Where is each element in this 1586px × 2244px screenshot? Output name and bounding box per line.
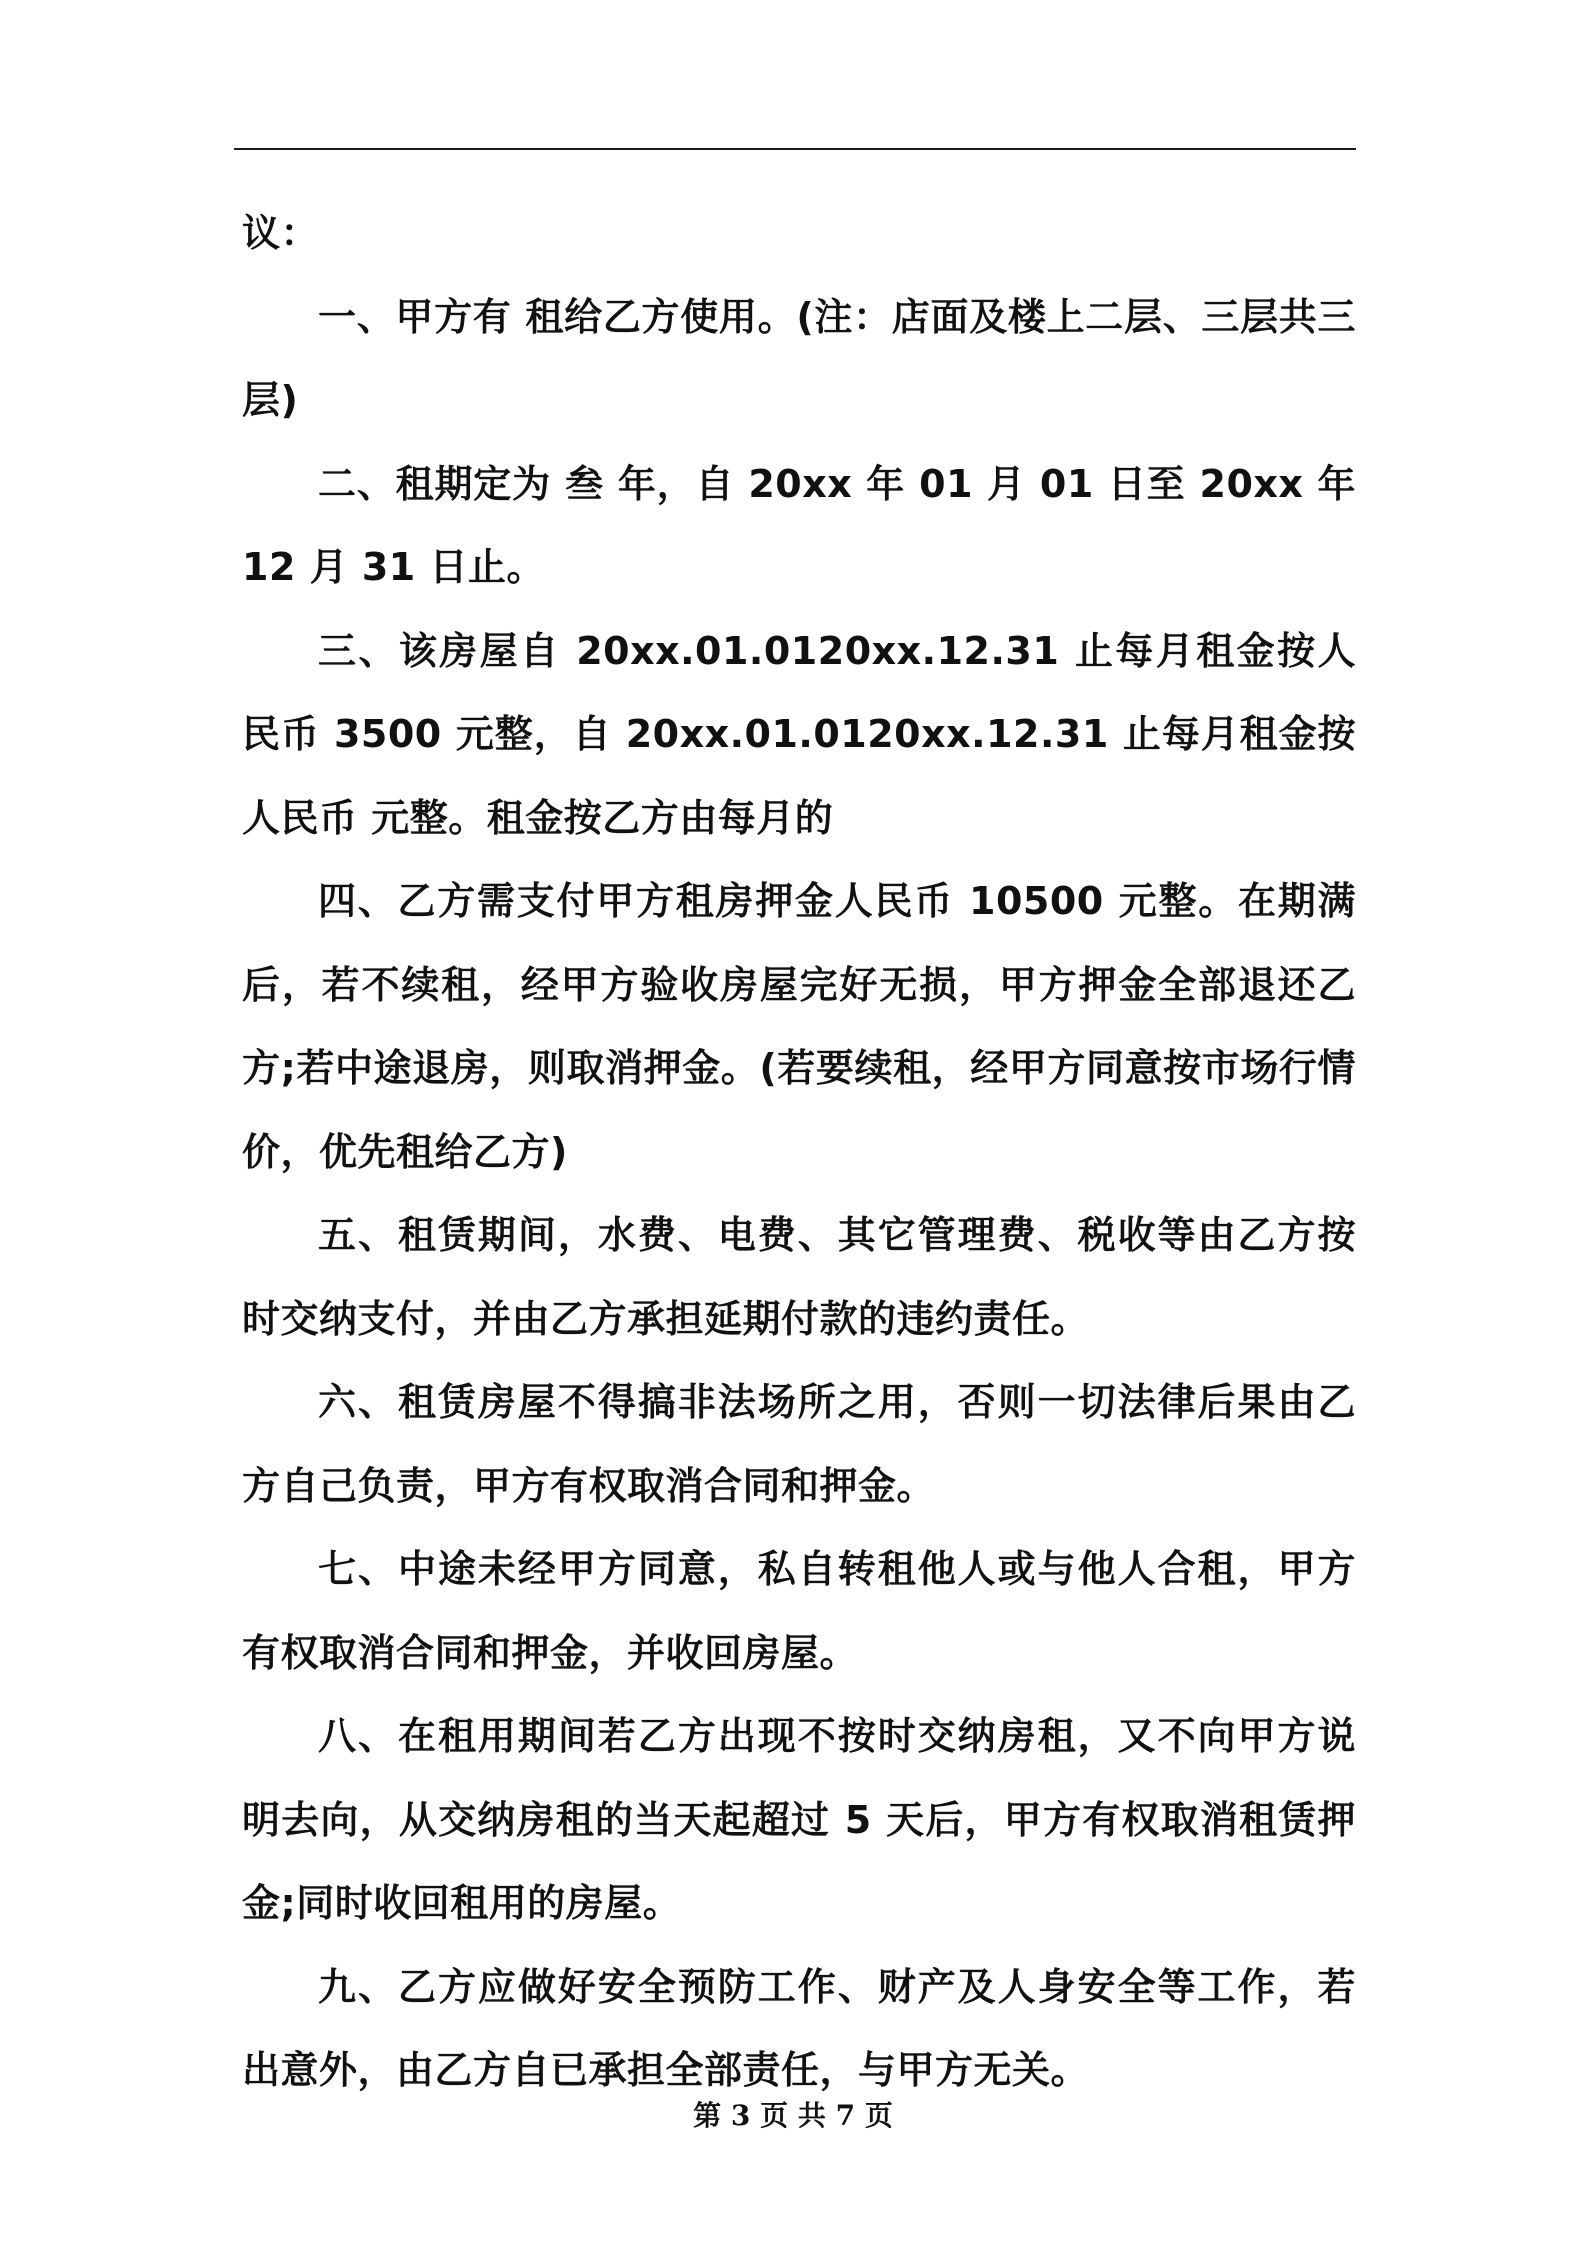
clause-5: 五、租赁期间，水费、电费、其它管理费、税收等由乙方按时交纳支付，并由乙方承担延期付款的违约责任。 xyxy=(242,1213,1356,1341)
contract-body xyxy=(242,192,1356,2113)
clause-9: 九、乙方应做好安全预防工作、财产及人身安全等工作，若出意外，由乙方自已承担全部责任，与甲方无关。 xyxy=(242,1964,1356,2092)
clause-7: 七、中途未经甲方同意，私自转租他人或与他人合租，甲方有权取消合同和押金，并收回房屋。 xyxy=(242,1547,1356,1675)
clause-3: 三、该房屋自 20xx.01.0120xx.12.31 止每月租金按人民币 3500 元整，自 20xx.01.0120xx.12.31 止每月租金按人民币 元整。租金按乙方由每月的 xyxy=(242,628,1356,840)
clause-6: 六、租赁房屋不得搞非法场所之用，否则一切法律后果由乙方自己负责，甲方有权取消合同和押金。 xyxy=(242,1380,1356,1508)
clause-8: 八、在租用期间若乙方出现不按时交纳房租，又不向甲方说明去向，从交纳房租的当天起超过 5 天后，甲方有权取消租赁押金;同时收回租用的房屋。 xyxy=(242,1714,1356,1925)
clause-4: 四、乙方需支付甲方租房押金人民币 10500 元整。在期满后，若不续租，经甲方验收房屋完好无损，甲方押金全部退还乙方;若中途退房，则取消押金。(若要续租，经甲方同意按市场行情价，优先租给乙方) xyxy=(242,879,1356,1174)
page-number: 第 3 页 共 7 页 xyxy=(693,2099,893,2132)
header-rule xyxy=(234,148,1356,150)
clause-1: 一、甲方有 租给乙方使用。(注：店面及楼上二层、三层共三层) xyxy=(242,294,1356,422)
paragraph-continuation: 议： xyxy=(242,211,320,255)
clause-2: 二、租期定为 叁 年，自 20xx 年 01 月 01 日至 20xx 年 12 月 31 日止。 xyxy=(242,461,1356,589)
